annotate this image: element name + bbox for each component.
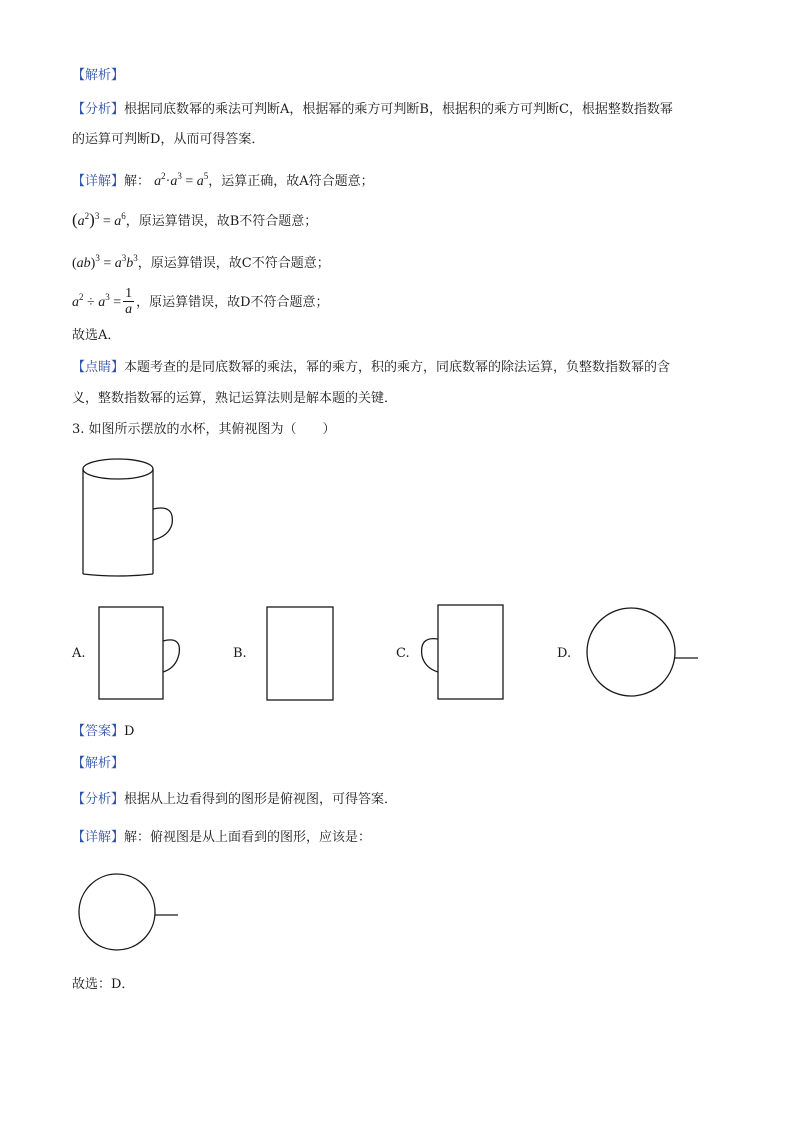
comment-line-2: [72, 389, 397, 409]
detail-b-note: ，原运算错误，故B不符合题意；: [125, 214, 318, 229]
detail-tag-2: 【详解】: [72, 830, 125, 845]
question-3-stem: [72, 420, 336, 440]
option-c-label: C.: [396, 646, 410, 661]
analysis-heading: [72, 66, 124, 86]
cup-rim: [83, 459, 153, 479]
option-a-handle: [163, 640, 179, 672]
detail-line-q3: [72, 828, 371, 848]
detail-prefix: 解：: [124, 174, 151, 189]
option-a-rect: [99, 607, 163, 699]
cup-figure: [80, 456, 180, 582]
option-a-figure[interactable]: [98, 606, 188, 701]
detail-line-b: [72, 206, 317, 232]
analysis-tag-2: 【解析】: [72, 756, 125, 771]
answer-tag: 【答案】: [72, 724, 125, 739]
fenxi-tag-2: 【分析】: [72, 792, 125, 807]
option-c-figure[interactable]: [418, 604, 508, 701]
question-3-stem-text: 3. 如图所示摆放的水杯，其俯视图为（ ）: [72, 422, 336, 437]
fenxi-tag: 【分析】: [72, 102, 125, 117]
detail-a-note: ，运算正确，故A符合题意；: [208, 174, 374, 189]
answer-value: D: [124, 724, 135, 739]
formula-b: $(a^2)^3 = a^6$: [72, 210, 126, 229]
option-a-label: A.: [72, 646, 86, 661]
detail-line-d: [72, 282, 329, 318]
detail-tag: 【详解】: [72, 174, 125, 189]
cup-handle: [153, 508, 172, 540]
cup-base: [83, 574, 153, 576]
choose-line-q3: [72, 975, 134, 995]
option-d-figure[interactable]: [586, 606, 701, 698]
fenxi-line-2: [72, 130, 264, 150]
choose-text: 故选A．: [72, 328, 121, 343]
formula-a: $a^2\cdot a^3 = a^5$: [154, 171, 209, 189]
option-c-rect: [438, 605, 503, 699]
detail-text-q3: 解：俯视图是从上面看到的图形，应该是：: [124, 830, 372, 845]
fenxi-text-1: 根据同底数幂的乘法可判断A，根据幂的乘方可判断B，根据积的乘方可判断C，根据整数指数幂: [124, 102, 673, 117]
option-b-label: B.: [233, 646, 247, 661]
comment-line-1: [72, 358, 670, 378]
formula-c: $(ab)^3 = a^3b^3$: [72, 253, 138, 271]
option-b-figure[interactable]: [266, 606, 336, 701]
choose-line: [72, 326, 120, 346]
detail-d-note: ，原运算错误，故D不符合题意；: [136, 295, 329, 310]
choose-text-q3: 故选：D．: [72, 977, 135, 992]
detail-c-note: ，原运算错误，故C不符合题意；: [137, 256, 330, 271]
detail-line-a: [72, 166, 374, 192]
comment-text-1: 本题考查的是同底数幂的乘法，幂的乘方，积的乘方，同底数幂的除法运算，负整数指数幂的含: [124, 360, 671, 375]
fenxi-line-1: [72, 100, 673, 120]
option-d-label: D.: [557, 646, 572, 661]
analysis-heading-2: [72, 754, 124, 774]
comment-tag: 【点睛】: [72, 360, 125, 375]
answer-circle: [79, 874, 155, 950]
option-b-rect: [267, 607, 333, 700]
analysis-tag: 【解析】: [72, 68, 125, 83]
answer-line: [72, 722, 134, 742]
option-c-handle: [422, 639, 438, 672]
detail-line-c: [72, 248, 330, 274]
fenxi-line-q3: [72, 790, 397, 810]
fenxi-text-q3: 根据从上边看得到的图形是俯视图，可得答案．: [124, 792, 398, 807]
answer-top-view-figure: [78, 872, 183, 952]
comment-text-2: 义，整数指数幂的运算，熟记运算法则是解本题的关键．: [72, 391, 398, 406]
formula-d: $a^2 \div a^3$ = $\frac{1}{a}$: [72, 286, 133, 318]
option-d-circle: [587, 608, 675, 696]
fenxi-text-2: 的运算可判断D，从而可得答案．: [72, 132, 265, 147]
